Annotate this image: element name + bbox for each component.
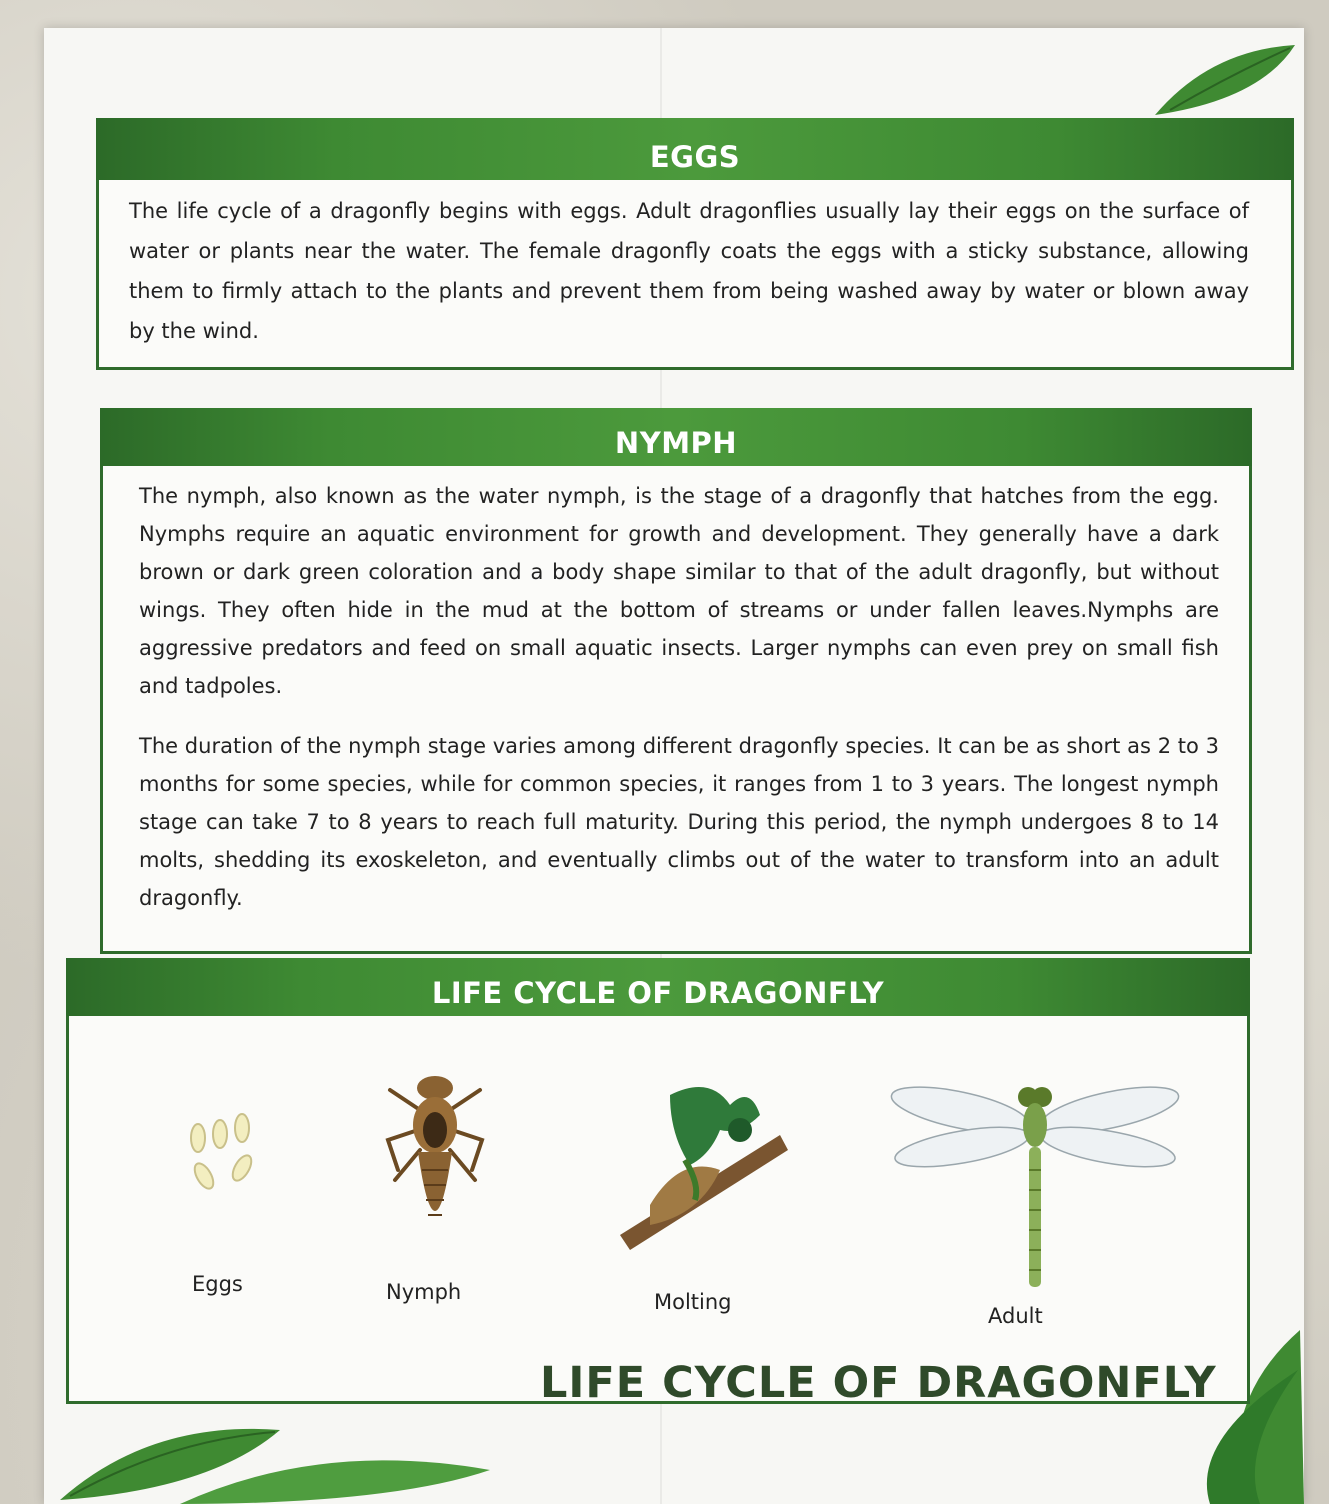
eggs-illustration-icon <box>180 1110 270 1200</box>
nymph-banner <box>100 408 1252 466</box>
nymph-paragraph-2: The duration of the nymph stage varies among different dragonfly species. It can be as short as 2 to 3 months for some species, while for common species, it ranges from 1 to 3 years. The longest nymph stage can take 7 to 8 years to reach full maturity. During this period, the nymph undergoes 8 to 14 molts, shedding its exoskeleton, and eventually climbs out of the water to transform into an adult dragonfly. <box>139 734 1219 910</box>
footer-title: LIFE CYCLE OF DRAGONFLY <box>540 1358 1217 1408</box>
stage-label-nymph: Nymph <box>386 1280 462 1304</box>
molting-illustration-icon <box>610 1075 790 1255</box>
eggs-section <box>96 118 1294 370</box>
stage-label-molting: Molting <box>654 1290 732 1314</box>
leaf-decoration-bottom-left-icon <box>60 1400 500 1504</box>
stage-label-adult: Adult <box>988 1304 1043 1328</box>
eggs-banner <box>96 118 1294 180</box>
leaf-decoration-top-right-icon <box>1150 40 1300 120</box>
lifecycle-title: LIFE CYCLE OF DRAGONFLY <box>431 976 885 1010</box>
adult-dragonfly-illustration-icon <box>890 1075 1180 1295</box>
nymph-section <box>100 408 1252 954</box>
nymph-paragraph-1: The nymph, also known as the water nymph, is the stage of a dragonfly that hatches from the egg. Nymphs require an aquatic environment for growth and development. They generally have a dark brown or dark green coloration and a body shape similar to that of the adult dragonfly, but without wings. They often hide in the mud at the bottom of streams or under fallen leaves.Nymphs are aggressive predators and feed on small aquatic insects. Larger nymphs can even prey on small fish and tadpoles. <box>139 484 1219 698</box>
nymph-title: NYMPH <box>614 426 738 460</box>
nymph-illustration-icon <box>380 1070 490 1250</box>
eggs-title: EGGS <box>649 140 741 174</box>
stage-label-eggs: Eggs <box>192 1272 243 1296</box>
lifecycle-banner <box>66 958 1250 1016</box>
eggs-text: The life cycle of a dragonfly begins with eggs. Adult dragonflies usually lay their eggs on the surface of water or plants near the water. The female dragonfly coats the eggs with a sticky substance, allowing them to firmly attach to the plants and prevent them from being washed away by water or blown away by the wind. <box>129 199 1249 343</box>
